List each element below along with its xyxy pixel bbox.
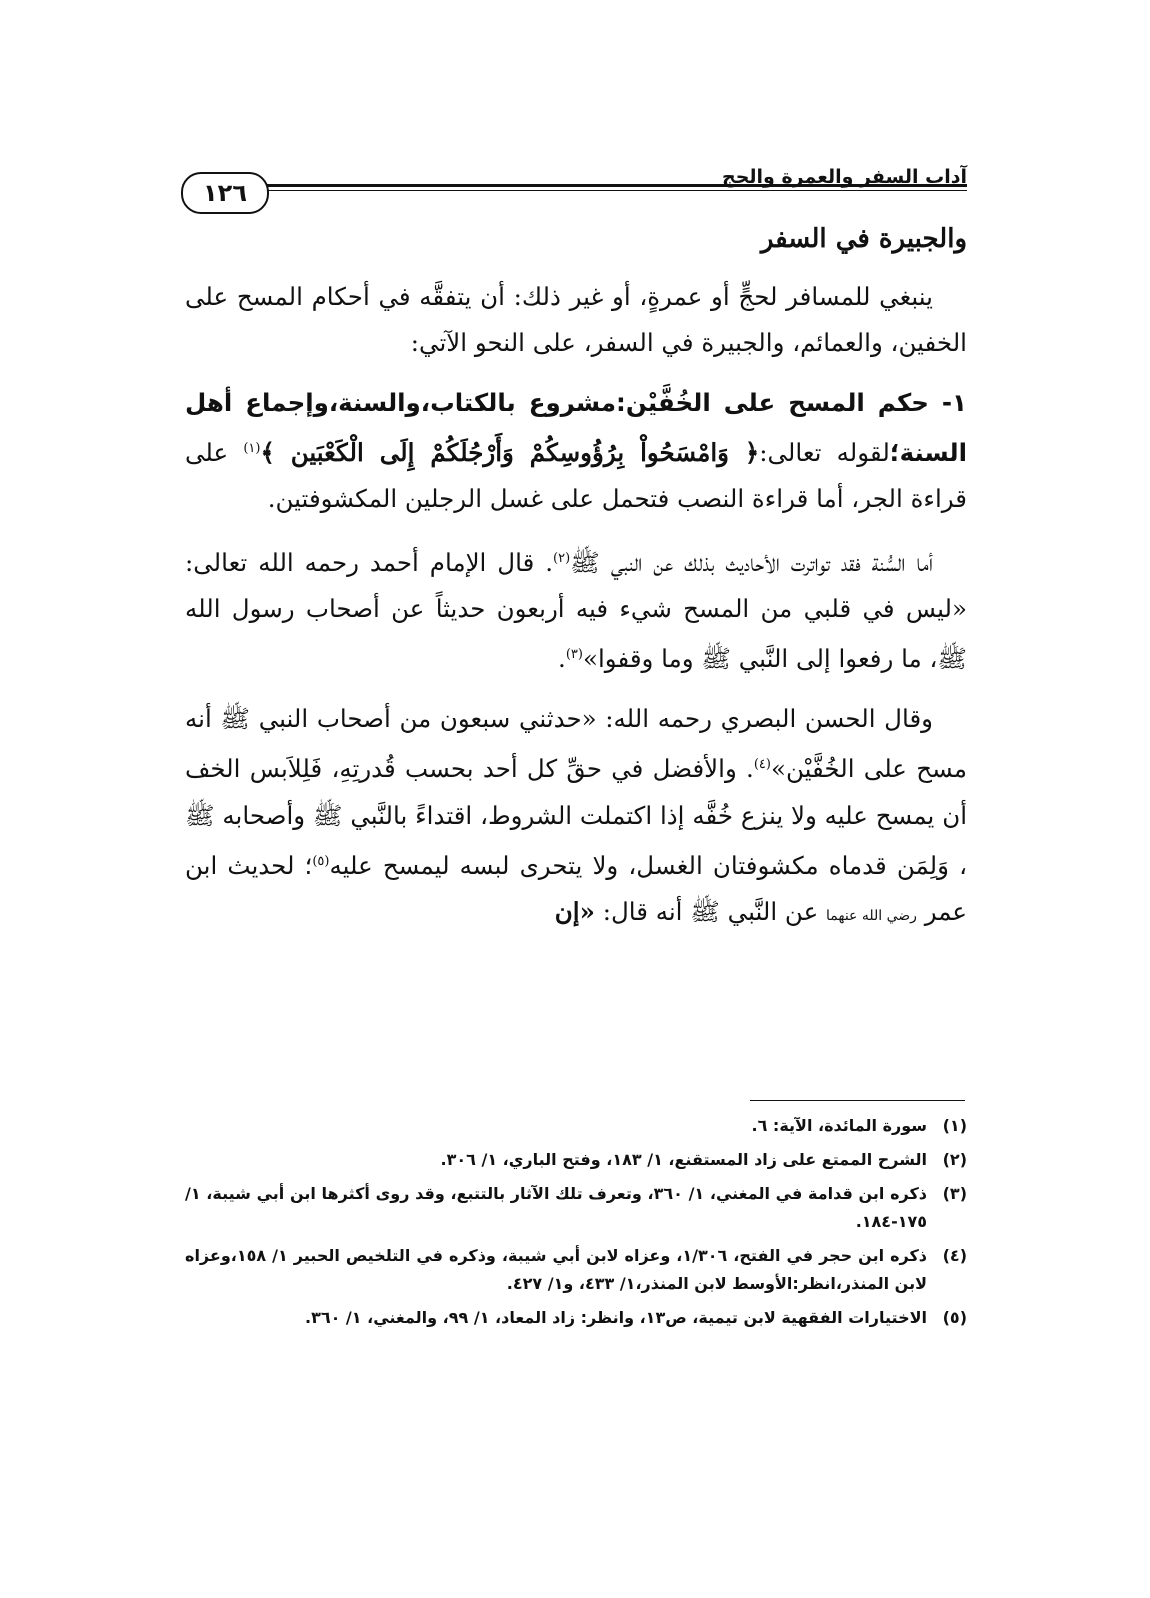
footnote-number: (٥) — [942, 1308, 967, 1327]
footnote — [185, 1304, 967, 1332]
paragraph-intro: ينبغي للمسافر لحجٍّ أو عمرةٍ، أو غير ذلك: أن يتفقَّه في أحكام المسح على الخفين، والعمائم، والجبيرة في السفر، على النحو الآتي: — [185, 282, 967, 357]
footnotes — [185, 1112, 967, 1338]
footnote — [185, 1146, 967, 1174]
footnote-ref-5[interactable]: (٥) — [312, 853, 330, 869]
hasan-text-b: . والأفضل في حقِّ كل أحد بحسب قُدرتِهِ، فَلِلاَبس الخف أن يمسح عليه ولا ينزع خُفَّه إذا اكتملت الشروط، اقتداءً بالنَّبي ﷺ وأصحابه ﷺ ، وَلِمَن قدماه مكشوفتان الغسل، ولا يتحرى لبسه ليمسح عليه — [185, 754, 968, 880]
footnote-separator — [750, 1100, 965, 1101]
point-1-intro: لقوله تعالى: — [759, 438, 890, 468]
running-title: آداب السفر والعمرة والحج — [722, 166, 967, 188]
hasan-text-a: وقال الحسن البصري رحمه الله: «حدثني سبعون من أصحاب النبي ﷺ أنه مسح على الخُفَّيْن» — [185, 704, 967, 784]
section-subheading: والجبيرة في السفر — [760, 224, 967, 254]
sunnah-text-a: أما السُّنة فقد تواترت الأحاديث بذلك عن النبي ﷺ — [570, 548, 933, 578]
footnote-text: الشرح الممتع على زاد المستقنع، ١/ ١٨٣، وفتح الباري، ١/ ٣٠٦. — [440, 1150, 927, 1169]
page-header — [185, 160, 967, 220]
footnote-text: الاختيارات الفقهية لابن تيمية، ص١٣، وانظر: زاد المعاد، ١/ ٩٩، والمغني، ١/ ٣٦٠. — [304, 1308, 927, 1327]
footnote-number: (٣) — [942, 1184, 967, 1203]
sunnah-text-c: . — [558, 644, 566, 674]
hasan-text-c: ؛ لحديث ابن عمر — [185, 850, 967, 926]
point-1-rest: على قراءة الجر، أما قراءة النصب فتحمل على غسل الرجلين المكشوفتين. — [185, 438, 967, 514]
footnote-number: (٤) — [942, 1246, 967, 1265]
footnote-number: (١) — [942, 1116, 967, 1135]
footnote-ref-1[interactable]: (١) — [243, 441, 261, 456]
page-number: ١٢٦ — [181, 172, 269, 214]
footnote-text: ذكره ابن حجر في الفتح، ١/٣٠٦، وعزاه لابن أبي شيبة، وذكره في التلخيص الحبير ١/ ١٥٨،وعزاه لابن المنذر،انظر:الأوسط لابن المنذر،١/ ٤٣٣، و١/ ٤٢٧. — [185, 1246, 928, 1293]
point-1-heading: ١- حكم المسح على الخُفَّيْن:مشروع بالكتاب،والسنة،وإجماع أهل السنة؛ — [185, 388, 967, 468]
header-rule-thin — [185, 190, 967, 191]
footnote — [185, 1180, 967, 1236]
footnote-ref-3[interactable]: (٣) — [565, 647, 583, 663]
header-rule — [185, 184, 967, 187]
main-text — [185, 216, 967, 953]
paragraph-hasan — [185, 696, 967, 938]
footnote — [185, 1112, 967, 1140]
paragraph-sunnah — [185, 536, 967, 682]
footnote — [185, 1242, 967, 1298]
hasan-text-d: عن النَّبي ﷺ أنه قال: — [594, 896, 826, 926]
sunnah-text-b: . قال الإمام أحمد رحمه الله تعالى: «ليس في قلبي من المسح شيء فيه أربعون حديثاً عن أصحاب رسول الله ﷺ، ما رفعوا إلى النَّبي ﷺ وما وقفوا» — [185, 548, 967, 674]
hasan-text-end: «إن — [554, 896, 595, 926]
footnote-text: سورة المائدة، الآية: ٦. — [751, 1116, 927, 1135]
paragraph-point-1 — [185, 380, 967, 522]
quran-verse: ﴿ وَامْسَحُواْ بِرُؤُوسِكُمْ وَأَرْجُلَكُمْ إِلَى الْكَعْبَين ﴾ — [260, 438, 760, 468]
footnote-number: (٢) — [942, 1150, 967, 1169]
footnote-ref-4[interactable]: (٤) — [753, 757, 771, 773]
footnote-text: ذكره ابن قدامة في المغني، ١/ ٣٦٠، وتعرف تلك الآثار بالتتبع، وقد روى أكثرها ابن أبي شيبة، ١/ ١٧٥-١٨٤. — [185, 1184, 927, 1231]
footnote-ref-2[interactable]: (٢) — [553, 551, 571, 567]
honorific: رضي الله عنهما — [826, 907, 917, 924]
